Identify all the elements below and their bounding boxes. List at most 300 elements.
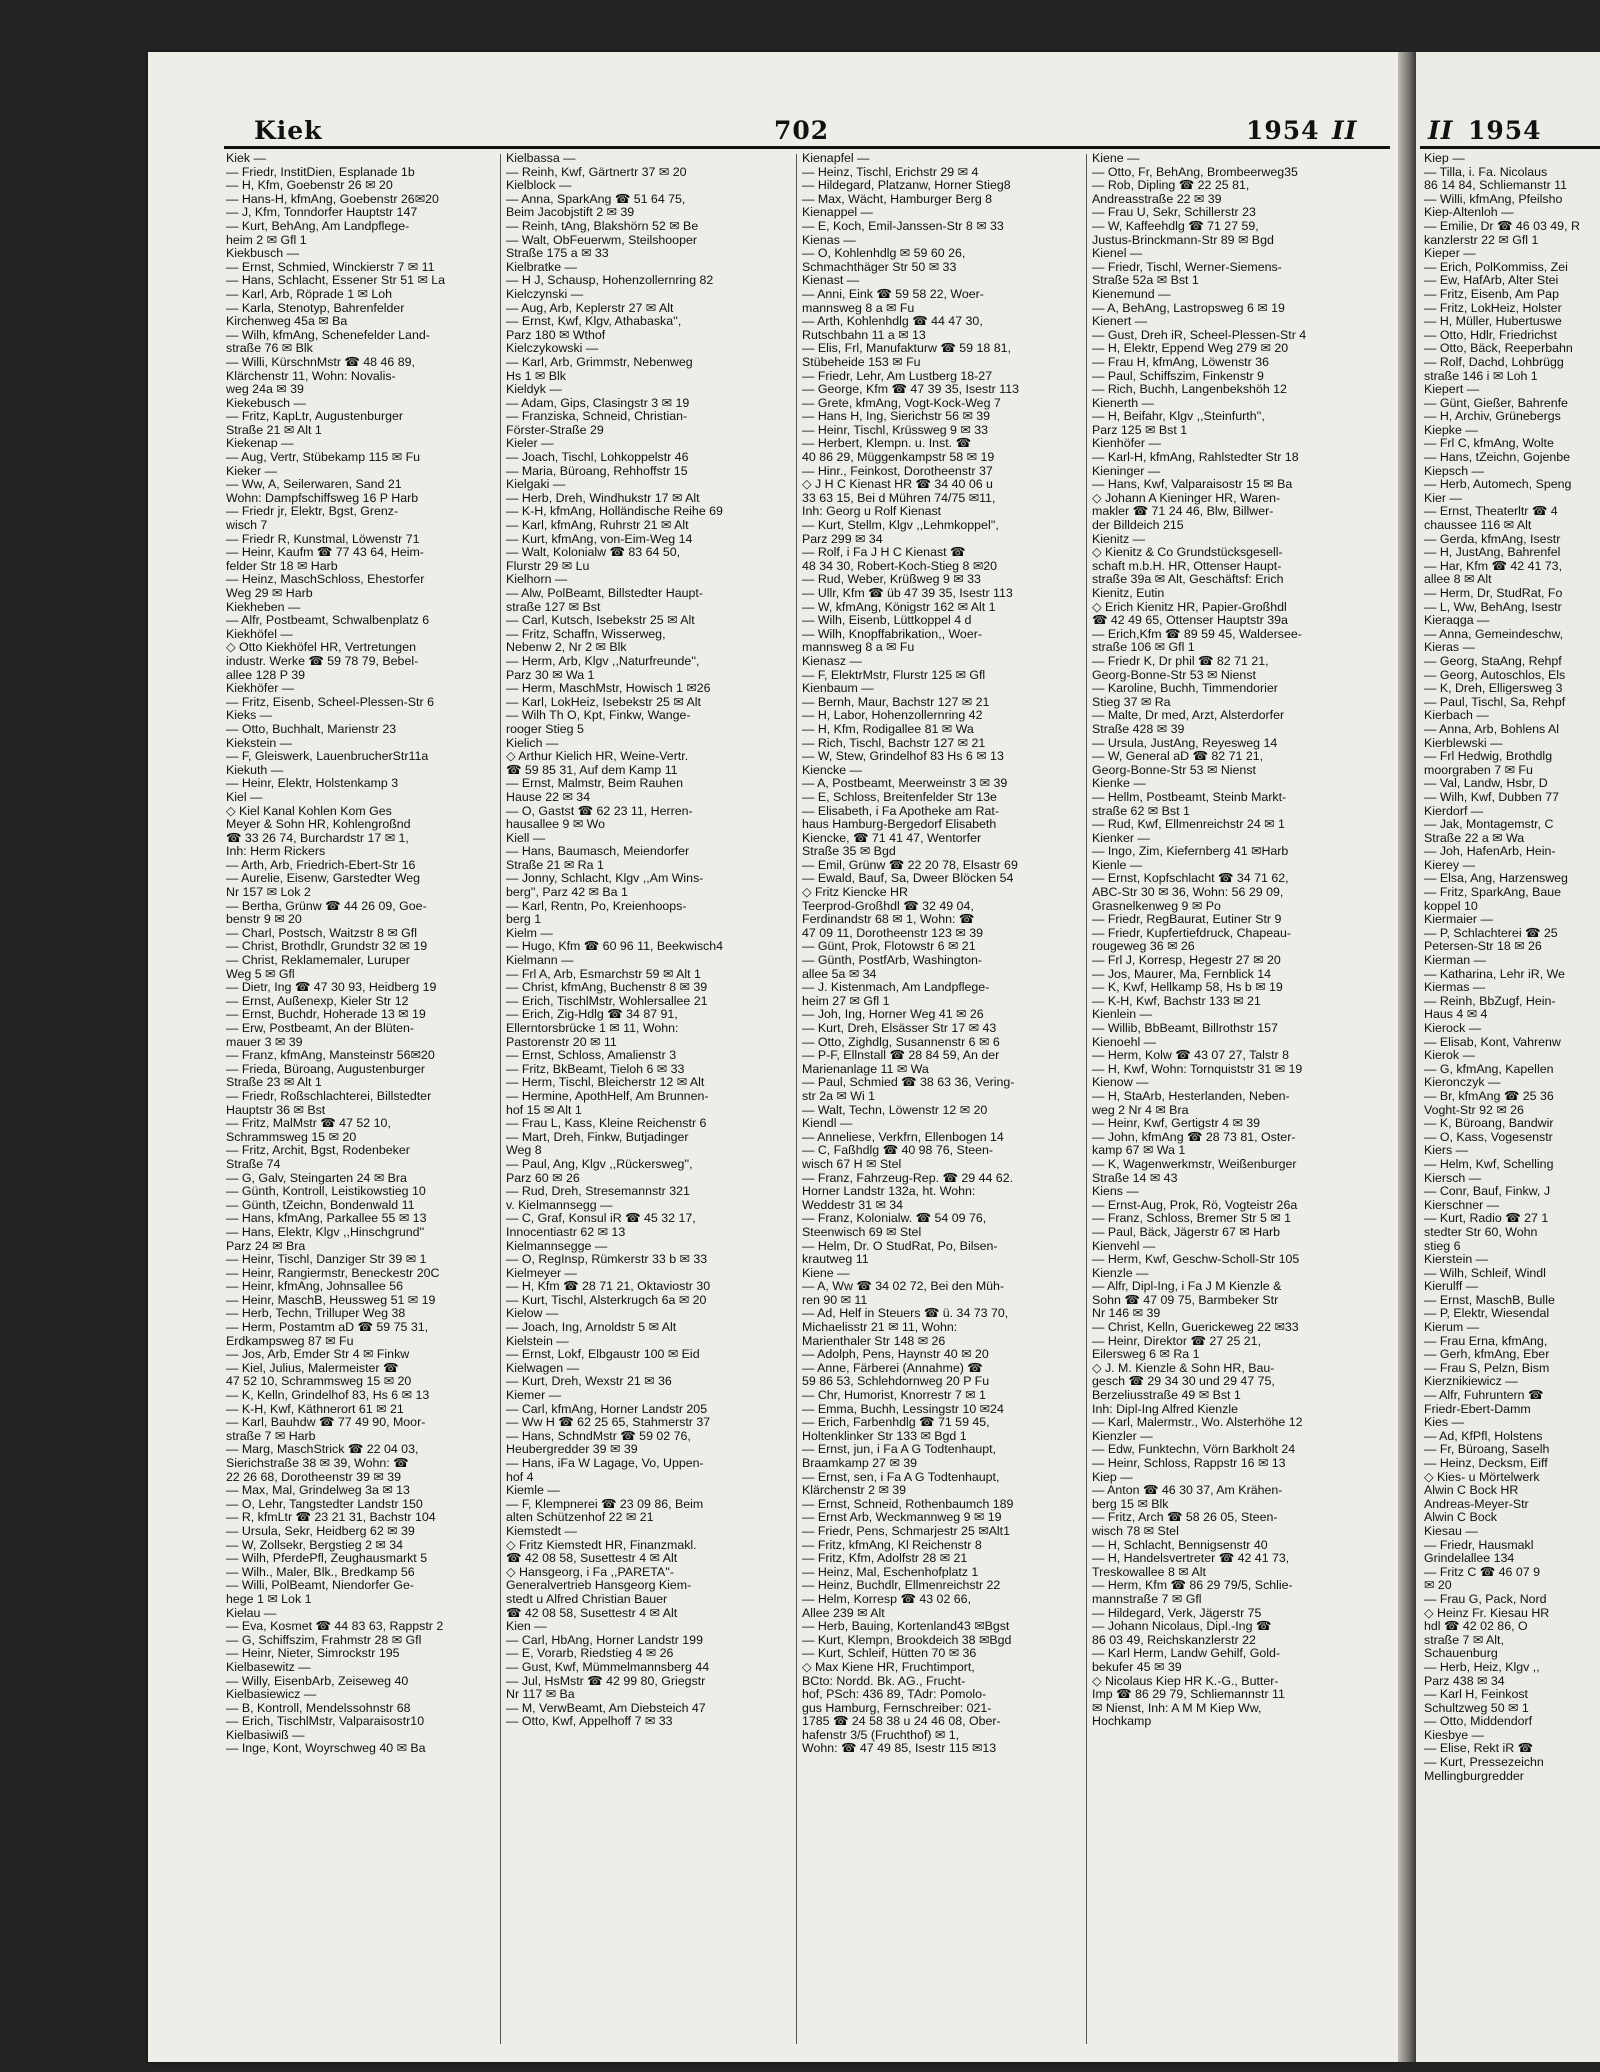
directory-entry-line: — Herb, Techn, Trilluper Weg 38 (226, 1307, 406, 1321)
right-header-year: 1954 (1468, 116, 1542, 145)
directory-entry-line: — Heinz, Decksm, Eiff (1424, 1457, 1548, 1470)
directory-entry-line: — Reinh, Kwf, Gärtnertr 37 ✉ 20 (506, 165, 687, 179)
directory-column-4 (1092, 152, 1394, 2052)
directory-entry-line: — Christ, kfmAng, Buchenstr 8 ✉ 39 (506, 981, 708, 995)
directory-entry-line: — Ursula, JustAng, Reyesweg 14 (1092, 736, 1278, 750)
directory-entry-line: — Paul, Schiffszim, Finkenstr 9 (1092, 369, 1264, 383)
directory-entry-line: rougeweg 36 ✉ 26 (1092, 940, 1195, 954)
directory-entry-line: — Alw, PolBeamt, Billstedter Haupt- (506, 587, 703, 600)
directory-entry-line: Kies — (1424, 1416, 1464, 1430)
directory-entry-line: Kiekstein — (226, 736, 293, 750)
directory-entry-line: — K, Büroang, Bandwir (1424, 1117, 1554, 1131)
directory-entry-line: — Bernh, Maur, Bachstr 127 ✉ 21 (802, 695, 990, 709)
directory-entry-line: ◇ Arthur Kielich HR, Weine-Vertr. (506, 750, 689, 764)
directory-entry-line: Kiene — (802, 1266, 850, 1280)
directory-entry-line: Sierichstraße 38 ✉ 39, Wohn: ☎ (226, 1457, 409, 1470)
directory-entry-line: — Heinr, Elektr, Holstenkamp 3 (226, 777, 399, 791)
directory-entry-line: Nebenw 2, Nr 2 ✉ Blk (506, 641, 627, 655)
directory-entry-line: — Wilh, Eisenb, Lüttkoppel 4 d (802, 614, 972, 628)
directory-entry-line: ◇ Max Kiene HR, Fruchtimport, (802, 1660, 975, 1674)
directory-entry-line: — Karla, Stenotyp, Bahrenfelder (226, 301, 405, 315)
directory-entry-line: — Günth, Kontroll, Leistikowstieg 10 (226, 1185, 426, 1199)
directory-entry-line: — J. Kistenmach, Am Landpflege- (802, 981, 990, 995)
directory-entry-line: Kiendl — (802, 1117, 853, 1131)
directory-entry-line: — Kurt, Tischl, Alsterkrugch 6a ✉ 20 (506, 1293, 707, 1307)
directory-entry-line: — O, RegInsp, Rümkerstr 33 b ✉ 33 (506, 1253, 708, 1267)
directory-entry-line: — H, StaArb, Hesterlanden, Neben- (1092, 1089, 1290, 1103)
directory-entry-line: — Erich, TischlMstr, Valparaisostr10 (226, 1715, 425, 1729)
directory-entry-line: — M, VerwBeamt, Am Diebsteich 47 (506, 1701, 706, 1715)
directory-entry-line: moorgraben 7 ✉ Fu (1424, 763, 1533, 777)
directory-entry-line: — Alfr, Fuhruntern ☎ (1424, 1389, 1544, 1403)
directory-entry-line: — Br, kfmAng ☎ 25 36 (1424, 1089, 1554, 1103)
directory-entry-line: Kiers — (1424, 1144, 1469, 1158)
directory-entry-line: Alwin C Bock HR (1424, 1484, 1519, 1498)
directory-entry-line: — Inge, Kont, Woyrschweg 40 ✉ Ba (226, 1742, 426, 1756)
directory-entry-line: Inh: Herm Rickers (226, 845, 326, 859)
directory-entry-line: BCto: Nordd. Bk. AG., Frucht- (802, 1674, 966, 1688)
directory-entry-line: — Heinr, Nieter, Simrockstr 195 (226, 1647, 400, 1661)
directory-entry-line: wisch 78 ✉ Stel (1092, 1524, 1179, 1538)
directory-entry-line: berg'', Parz 42 ✉ Ba 1 (506, 886, 628, 900)
directory-entry-line: — Ernst, Schmied, Winckierstr 7 ✉ 11 (226, 260, 435, 274)
directory-entry-line: — P, Elektr, Wiesendal (1424, 1307, 1550, 1321)
directory-entry-line: — Friedr, Lehr, Am Lustberg 18-27 (802, 369, 993, 383)
directory-entry-line: — W, Zollsekr, Bergstieg 2 ✉ 34 (226, 1538, 404, 1552)
directory-entry-line: — Fritz, BkBeamt, Tieloh 6 ✉ 33 (506, 1062, 685, 1076)
directory-entry-line: hafenstr 3/5 (Fruchthof) ✉ 1, (802, 1728, 960, 1742)
directory-entry-line: — Rich, Tischl, Bachstr 127 ✉ 21 (802, 736, 986, 750)
directory-entry-line: kamp 67 ✉ Wa 1 (1092, 1144, 1186, 1158)
directory-entry-line: — Ad, KfPfl, Holstens (1424, 1429, 1543, 1443)
directory-entry-line: — Val, Landw, Hsbr, D (1424, 777, 1548, 791)
directory-entry-line: — Gust, Dreh iR, Scheel-Plessen-Str 4 (1092, 328, 1307, 342)
directory-entry-line: alten Schützenhof 22 ✉ 21 (506, 1511, 654, 1525)
directory-entry-line: Kierulff — (1424, 1280, 1479, 1294)
directory-entry-line: — Herm, Kfm ☎ 86 29 79/5, Schlie- (1092, 1579, 1293, 1593)
directory-entry-line: — Karl, Rentn, Po, Kreienhoops- (506, 899, 687, 913)
directory-entry-line: Parz 30 ✉ Wa 1 (506, 668, 595, 682)
directory-entry-line: Straße 74 (226, 1157, 281, 1171)
directory-entry-line: — H, Labor, Hohenzollernring 42 (802, 709, 983, 723)
directory-entry-line: — O, Kass, Vogesenstr (1424, 1130, 1553, 1144)
directory-entry-line: — Kurt, Klempn, Brookdeich 38 ✉Bgd (802, 1633, 1012, 1647)
directory-entry-line: — Max, Mal, Grindelweg 3a ✉ 13 (226, 1484, 410, 1498)
directory-entry-line: — Fritz, Archit, Bgst, Rodenbeker (226, 1144, 410, 1158)
directory-entry-line: Schmachthäger Str 50 ✉ 33 (802, 260, 957, 274)
header-year: 1954 (1246, 116, 1320, 145)
directory-entry-line: — Ernst, Schneid, Rothenbaumch 189 (802, 1497, 1014, 1511)
directory-entry-line: Generalvertrieb Hansgeorg Kiem- (506, 1579, 692, 1593)
directory-entry-line: Kieker — (226, 464, 277, 478)
directory-entry-line: — H, Elektr, Eppend Weg 279 ✉ 20 (1092, 342, 1289, 356)
directory-entry-line: — Alfr, Postbeamt, Schwalbenplatz 6 (226, 614, 430, 628)
directory-entry-line: — Ernst, Buchdr, Hoherade 13 ✉ 19 (226, 1008, 426, 1022)
directory-entry-line: — Otto, Zighdlg, Susannenstr 6 ✉ 6 (802, 1035, 1000, 1049)
directory-entry-line: — H, Archiv, Grünebergs (1424, 410, 1561, 424)
directory-entry-line: — Otto, Buchhalt, Marienstr 23 (226, 722, 397, 736)
directory-entry-line: straße 62 ✉ Bst 1 (1092, 804, 1190, 818)
directory-entry-line: Kienke — (1092, 777, 1146, 791)
directory-entry-line: Kierum — (1424, 1321, 1480, 1335)
directory-entry-line: — Herm, Postamtm aD ☎ 59 75 31, (226, 1321, 429, 1335)
directory-entry-line: Heubergredder 39 ✉ 39 (506, 1443, 638, 1457)
directory-entry-line: Kiemstedt — (506, 1524, 577, 1538)
directory-entry-line: — Georg, StaAng, Rehpf (1424, 654, 1562, 668)
directory-entry-line: Kielbassa — (506, 152, 576, 165)
directory-entry-line: — Herm, Kwf, Geschw-Scholl-Str 105 (1092, 1253, 1300, 1267)
directory-entry-line: Kielau — (226, 1606, 277, 1620)
directory-entry-line: — Bertha, Grünw ☎ 44 26 09, Goe- (226, 899, 427, 913)
directory-entry-line: — Maria, Büroang, Rehhoffstr 15 (506, 464, 688, 478)
directory-entry-line: Imp ☎ 86 29 79, Schliemannstr 11 (1092, 1688, 1285, 1702)
directory-entry-line: — K-H, kfmAng, Holländische Reihe 69 (506, 505, 723, 519)
page-number: 702 (774, 116, 830, 145)
directory-entry-line: Kienzle — (1092, 1266, 1149, 1280)
directory-entry-line: heim 2 ✉ Gfl 1 (226, 233, 307, 247)
directory-entry-line: Beim Jacobjstift 2 ✉ 39 (506, 206, 635, 220)
directory-entry-line: Pastorenstr 20 ✉ 11 (506, 1035, 617, 1049)
directory-entry-line: chaussee 116 ✉ Alt (1424, 519, 1532, 533)
directory-entry-line: Kiell — (506, 831, 546, 845)
directory-entry-line: — H, JustAng, Bahrenfel (1424, 546, 1561, 560)
directory-entry-line: — Wilh, Kwf, Dubben 77 (1424, 790, 1559, 804)
right-header-rule (1420, 146, 1600, 149)
directory-entry-line: Kieras — (1424, 641, 1475, 655)
directory-entry-line: Kiek — (226, 152, 266, 165)
directory-entry-line: hof, PSch: 436 89, TAdr: Pomolo- (802, 1688, 987, 1702)
directory-entry-line: Flurstr 29 ✉ Lu (506, 559, 590, 573)
directory-entry-line: Ferdinandstr 68 ✉ 1, Wohn: ☎ (802, 913, 975, 927)
directory-entry-line: der Billdeich 215 (1092, 519, 1184, 533)
directory-entry-line: — Georg, Autoschlos, Els (1424, 668, 1566, 682)
directory-entry-line: — B, Kontroll, Mendelssohnstr 68 (226, 1701, 411, 1715)
directory-entry-line: — Franz, Kolonialw. ☎ 54 09 76, (802, 1212, 987, 1226)
directory-entry-line: — P-F, Ellnstall ☎ 28 84 59, An der (802, 1049, 1000, 1063)
directory-entry-line: — Fritz, Eisenb, Scheel-Plessen-Str 6 (226, 695, 434, 709)
directory-entry-line: koppel 10 (1424, 899, 1478, 913)
directory-entry-line: — C, Graf, Konsul iR ☎ 45 32 17, (506, 1212, 696, 1226)
directory-entry-line: allee 5a ✉ 34 (802, 967, 877, 981)
directory-entry-line: — W, Stew, Grindelhof 83 Hs 6 ✉ 13 (802, 750, 1004, 764)
directory-entry-line: — Alfr, Dipl-Ing, i Fa J M Kienzle & (1092, 1280, 1282, 1294)
directory-entry-line: Kienerth — (1092, 396, 1154, 410)
directory-entry-line: Kielwagen — (506, 1361, 580, 1375)
directory-entry-line: — H J, Schausp, Hohenzollernring 82 (506, 274, 714, 288)
directory-entry-line: Kierblewski — (1424, 736, 1503, 750)
directory-entry-line: allee 128 P 39 (226, 668, 306, 682)
directory-entry-line: — Rob, Dipling ☎ 22 25 81, (1092, 179, 1250, 193)
directory-entry-line: Parz 60 ✉ 26 (506, 1171, 580, 1185)
directory-column-3 (802, 152, 1084, 2052)
directory-entry-line: — Frl Hedwig, Brothdlg (1424, 750, 1553, 764)
directory-entry-line: Parz 24 ✉ Bra (226, 1239, 306, 1253)
directory-entry-line: — P, Schlachterei ☎ 25 (1424, 926, 1558, 940)
directory-entry-line: Michaelisstr 21 ✉ 11, Wohn: (802, 1321, 958, 1335)
directory-entry-line: — Wilh, Knopffabrikation,, Woer- (802, 627, 982, 641)
directory-entry-line: — Frau U, Sekr, Schillerstr 23 (1092, 206, 1256, 220)
directory-entry-line: Inh: Georg u Rolf Kienast (802, 505, 942, 519)
directory-entry-line: 40 86 29, Müggenkampstr 58 ✉ 19 (802, 451, 995, 465)
directory-entry-line: Braamkamp 27 ✉ 39 (802, 1457, 918, 1470)
directory-entry-line: — A, Ww ☎ 34 02 72, Bei den Müh- (802, 1280, 1005, 1294)
directory-entry-line: 47 52 10, Schrammsweg 15 ✉ 20 (226, 1375, 412, 1389)
directory-entry-line: — Ernst, Lokf, Elbgaustr 100 ✉ Eid (506, 1348, 700, 1362)
directory-entry-line: mannsweg 8 a ✉ Fu (802, 641, 915, 655)
directory-entry-line: Kienvehl — (1092, 1239, 1156, 1253)
directory-entry-line: Kierman — (1424, 954, 1486, 968)
directory-entry-line: Förster-Straße 29 (506, 423, 604, 437)
directory-entry-line: Horner Landstr 132a, ht. Wohn: (802, 1185, 976, 1199)
directory-entry-line: Innocentiastr 62 ✉ 13 (506, 1225, 626, 1239)
directory-column-1 (226, 152, 498, 2052)
directory-entry-line: str 2a ✉ Wi 1 (802, 1089, 876, 1103)
directory-entry-line: Stieg 37 ✉ Ra (1092, 695, 1171, 709)
directory-entry-line: — Elise, Rekt iR ☎ (1424, 1742, 1534, 1756)
directory-entry-line: — Max, Wächt, Hamburger Berg 8 (802, 192, 993, 206)
directory-entry-line: — Hermine, ApothHelf, Am Brunnen- (506, 1089, 709, 1103)
directory-entry-line: — Aug, Arb, Keplerstr 27 ✉ Alt (506, 301, 674, 315)
directory-entry-line: — Har, Kfm ☎ 42 41 73, (1424, 559, 1563, 573)
directory-entry-line: Kielbasiwiß — (226, 1728, 305, 1742)
directory-entry-line: — Karl, Malermstr., Wo. Alsterhöhe 12 (1092, 1416, 1303, 1430)
directory-entry-line: — Emilie, Dr ☎ 46 03 49, R (1424, 219, 1580, 233)
directory-entry-line: — Rud, Dreh, Stresemannstr 321 (506, 1185, 690, 1199)
directory-entry-line: — Anton ☎ 46 30 37, Am Krähen- (1092, 1484, 1283, 1498)
directory-entry-line: — Fritz, kfmAng, Kl Reichenstr 8 (802, 1538, 982, 1552)
directory-entry-line: — W, General aD ☎ 82 71 21, (1092, 750, 1264, 764)
directory-entry-line: Kiekebusch — (226, 396, 306, 410)
directory-entry-line: — F, Gleiswerk, LauenbrucherStr11a (226, 750, 429, 764)
directory-entry-line: — G, Schiffszim, Frahmstr 28 ✉ Gfl (226, 1633, 422, 1647)
directory-entry-line: Kienast — (802, 274, 860, 288)
directory-entry-line: — Wilh, Schleif, Windl (1424, 1266, 1546, 1280)
directory-entry-line: Kieronczyk — (1424, 1076, 1501, 1090)
directory-entry-line: — Joh, HafenArb, Hein- (1424, 845, 1556, 859)
directory-entry-line: Wohn: ☎ 47 49 85, Isestr 115 ✉13 (802, 1742, 997, 1756)
directory-entry-line: — Frl A, Arb, Esmarchstr 59 ✉ Alt 1 (506, 967, 701, 981)
directory-entry-line: Kiencke, ☎ 71 41 47, Wentorfer (802, 831, 982, 845)
directory-entry-line: — Rud, Weber, Krüßweg 9 ✉ 33 (802, 573, 981, 587)
directory-entry-line: — Günth, tZeichn, Bondenwald 11 (226, 1198, 415, 1212)
directory-entry-line: — Wilh, kfmAng, Schenefelder Land- (226, 328, 430, 342)
directory-entry-line: Kiekenap — (226, 437, 294, 451)
directory-entry-line: — Friedr, InstitDien, Esplanade 1b (226, 165, 415, 179)
directory-entry-line: Marienanlage 11 ✉ Wa (802, 1062, 929, 1076)
directory-entry-line: ◇ Kienitz & Co Grundstücksgesell- (1092, 546, 1283, 560)
directory-entry-line: Kiemer — (506, 1389, 562, 1403)
directory-entry-line: ◇ Johann A Kieninger HR, Waren- (1092, 491, 1281, 505)
directory-entry-line: Kirchenweg 45a ✉ Ba (226, 315, 348, 329)
directory-entry-line: — Heinz, Tischl, Erichstr 29 ✉ 4 (802, 165, 979, 179)
directory-entry-line: — Rolf, i Fa J H C Kienast ☎ (802, 546, 966, 560)
directory-entry-line: — W, Kaffeehdlg ☎ 71 27 59, (1092, 219, 1259, 233)
directory-entry-line: Kiesbye — (1424, 1728, 1484, 1742)
directory-entry-line: — Frl C, kfmAng, Wolte (1424, 437, 1554, 451)
directory-entry-line: — Marg, MaschStrick ☎ 22 04 03, (226, 1443, 419, 1457)
directory-entry-line: — Erich, PolKommiss, Zei (1424, 260, 1568, 274)
directory-entry-line: — K, Dreh, Elligersweg 3 (1424, 682, 1563, 696)
directory-entry-line: Kiekuth — (226, 763, 284, 777)
directory-entry-line: Kienow — (1092, 1076, 1149, 1090)
directory-entry-line: — Friedr, Kupfertiefdruck, Chapeau- (1092, 926, 1292, 940)
right-page-column (1424, 152, 1600, 2052)
running-head-word: Kiek (254, 116, 323, 145)
directory-entry-line: — Kurt, Dreh, Elsässer Str 17 ✉ 43 (802, 1022, 997, 1035)
directory-entry-line: — Karl, Arb, Röprade 1 ✉ Loh (226, 287, 393, 301)
directory-entry-line: Kienappel — (802, 206, 873, 220)
directory-entry-line: Grasnelkenweg 9 ✉ Po (1092, 899, 1221, 913)
directory-entry-line: — Jonny, Schlacht, Klgv ,,Am Wins- (506, 872, 704, 886)
directory-entry-line: Straße 35 ✉ Bgd (802, 845, 896, 859)
directory-entry-line: — Reinh, tAng, Blakshörn 52 ✉ Be (506, 219, 699, 233)
directory-entry-line: weg 2 Nr 4 ✉ Bra (1092, 1103, 1189, 1117)
directory-entry-line: — Fritz, Kfm, Adolfstr 28 ✉ 21 (802, 1552, 968, 1566)
directory-entry-line: Rutschbahn 11 a ✉ 13 (802, 328, 926, 342)
directory-entry-line: Erdkampsweg 87 ✉ Fu (226, 1334, 354, 1348)
directory-entry-line: Kierbach — (1424, 709, 1489, 723)
directory-entry-line: — Friedr R, Kunstmal, Löwenstr 71 (226, 532, 420, 546)
directory-entry-line: Georg-Bonne-Str 53 ✉ Nienst (1092, 668, 1256, 682)
directory-entry-line: — Elsa, Ang, Harzensweg (1424, 872, 1568, 886)
directory-entry-line: — Heinr, Kwf, Gertigstr 4 ✉ 39 (1092, 1117, 1261, 1131)
directory-entry-line: Kienbaum — (802, 682, 874, 696)
directory-entry-line: — Katharina, Lehr iR, We (1424, 967, 1565, 981)
directory-entry-line: Kienoehl — (1092, 1035, 1157, 1049)
header-volume: II (1332, 116, 1358, 145)
directory-entry-line: — Willi, KürschnMstr ☎ 48 46 89, (226, 355, 415, 369)
directory-entry-line: Kiepsch — (1424, 464, 1484, 478)
directory-entry-line: — Karoline, Buchh, Timmendorier (1092, 682, 1278, 696)
directory-entry-line: — Herb, Dreh, Windhukstr 17 ✉ Alt (506, 491, 700, 505)
directory-entry-line: Kienitz, Eutin (1092, 587, 1165, 600)
directory-entry-line: — Karl H, Feinkost (1424, 1688, 1528, 1702)
directory-entry-line: Andreas-Meyer-Str (1424, 1497, 1529, 1511)
directory-entry-line: ☎ 42 08 58, Susettestr 4 ✉ Alt (506, 1606, 678, 1620)
directory-entry-line: Kielbasiewicz — (226, 1688, 317, 1702)
directory-column-2 (506, 152, 792, 2052)
directory-entry-line: — Gust, Kwf, Mümmelmannsberg 44 (506, 1660, 710, 1674)
directory-entry-line: — Fritz, KapLtr, Augustenburger (226, 410, 404, 424)
directory-entry-line: allee 8 ✉ Alt (1424, 573, 1492, 587)
directory-entry-line: Nr 157 ✉ Lok 2 (226, 886, 311, 900)
directory-entry-line: — Herm, Dr, StudRat, Fo (1424, 587, 1563, 600)
directory-entry-line: Kiemle — (506, 1484, 560, 1498)
directory-entry-line: — Johann Nicolaus, Dipl.-Ing ☎ (1092, 1620, 1272, 1634)
directory-entry-line: — Heinr, Tischl, Danziger Str 39 ✉ 1 (226, 1253, 427, 1267)
directory-entry-line: Kienert — (1092, 315, 1148, 329)
directory-entry-line: straße 7 ✉ Harb (226, 1429, 316, 1443)
directory-entry-line: 59 86 53, Schlehdornweg 20 P Fu (802, 1375, 990, 1389)
directory-entry-line: hof 4 (506, 1470, 534, 1484)
directory-entry-line: — Hans H, Ing, Sierichstr 56 ✉ 39 (802, 410, 991, 424)
directory-entry-line: — Paul, Tischl, Sa, Rehpf (1424, 695, 1566, 709)
directory-entry-line: Eilersweg 6 ✉ Ra 1 (1092, 1348, 1200, 1362)
directory-entry-line: weg 24a ✉ 39 (226, 383, 304, 397)
directory-entry-line: — Ursula, Sekr, Heidberg 62 ✉ 39 (226, 1524, 415, 1538)
directory-entry-line: — Joh, Ing, Horner Weg 41 ✉ 26 (802, 1008, 984, 1022)
directory-entry-line: — Otto, Fr, BehAng, Brombeerweg35 (1092, 165, 1298, 179)
directory-entry-line: Kiersch — (1424, 1171, 1482, 1185)
directory-entry-line: Stübeheide 153 ✉ Fu (802, 355, 921, 369)
directory-entry-line: — Grete, kfmAng, Vogt-Kock-Weg 7 (802, 396, 1001, 410)
directory-entry-line: Straße 22 a ✉ Wa (1424, 831, 1525, 845)
directory-entry-line: Weg 29 ✉ Harb (226, 587, 313, 600)
directory-entry-line: Mellingburgredder (1424, 1769, 1524, 1783)
directory-entry-line: — G, kfmAng, Kapellen (1424, 1062, 1554, 1076)
directory-entry-line: Schauenburg (1424, 1647, 1498, 1661)
directory-entry-line: — Anna, SparkAng ☎ 51 64 75, (506, 192, 686, 206)
directory-entry-line: Klärchenstr 2 ✉ 39 (802, 1484, 907, 1498)
directory-entry-line: Kielm — (506, 926, 553, 940)
directory-entry-line: — O, Lehr, Tangstedter Landstr 150 (226, 1497, 423, 1511)
directory-entry-line: Kieninger — (1092, 464, 1161, 478)
directory-entry-line: — Wilh., Maler, Blk., Bredkamp 56 (226, 1565, 415, 1579)
directory-entry-line: wisch 7 (226, 519, 268, 533)
directory-entry-line: Kielow — (506, 1307, 559, 1321)
directory-entry-line: — Karl-H, kfmAng, Rahlstedter Str 18 (1092, 451, 1299, 465)
directory-entry-line: — G, Galv, Steingarten 24 ✉ Bra (226, 1171, 407, 1185)
directory-entry-line: — Hellm, Postbeamt, Steinb Markt- (1092, 790, 1287, 804)
directory-entry-line: — Hildegard, Platzanw, Horner Stieg8 (802, 179, 1011, 193)
directory-entry-line: Kieldyk — (506, 383, 562, 397)
directory-entry-line: — Charl, Postsch, Waitzstr 8 ✉ Gfl (226, 926, 418, 940)
directory-entry-line: Kiermas — (1424, 981, 1486, 995)
directory-entry-line: schaft m.b.H. HR, Ottenser Haupt- (1092, 559, 1282, 573)
directory-entry-line: Straße 21 ✉ Alt 1 (226, 423, 322, 437)
directory-entry-line: — R, kfmLtr ☎ 23 21 31, Bachstr 104 (226, 1511, 436, 1525)
directory-entry-line: — Hans, tZeichn, Gojenbe (1424, 451, 1571, 465)
directory-entry-line: — Franz, kfmAng, Mansteinstr 56✉20 (226, 1049, 435, 1063)
directory-entry-line: benstr 9 ✉ 20 (226, 913, 302, 927)
directory-entry-line: ☎ 42 49 65, Ottenser Hauptstr 39a (1092, 614, 1288, 628)
directory-entry-line: Kiep — (1092, 1470, 1133, 1484)
directory-entry-line: berg 15 ✉ Blk (1092, 1497, 1169, 1511)
directory-entry-line: — Frau L, Kass, Kleine Reichenstr 6 (506, 1117, 707, 1131)
directory-entry-line: Kierstein — (1424, 1253, 1489, 1267)
directory-entry-line: — Paul, Bäck, Jägerstr 67 ✉ Harb (1092, 1225, 1281, 1239)
directory-entry-line: — Hans, SchndMstr ☎ 59 02 76, (506, 1429, 691, 1443)
directory-entry-line: — Helm, Korresp ☎ 43 02 66, (802, 1592, 972, 1606)
directory-entry-line: — Christ, Kelln, Guerickeweg 22 ✉33 (1092, 1321, 1299, 1335)
directory-entry-line: — Edw, Funktechn, Vörn Barkholt 24 (1092, 1443, 1296, 1457)
directory-entry-line: — Ernst-Aug, Prok, Rö, Vogteistr 26a (1092, 1198, 1298, 1212)
directory-entry-line: — Willi, PolBeamt, Niendorfer Ge- (226, 1579, 414, 1593)
directory-entry-line: 48 34 30, Robert-Koch-Stieg 8 ✉20 (802, 559, 997, 573)
directory-entry-line: Haus 4 ✉ 4 (1424, 1008, 1488, 1022)
directory-entry-line: — Kurt, Stellm, Klgv ,,Lehmkoppel'', (802, 519, 999, 533)
directory-entry-line: ◇ Erich Kienitz HR, Papier-Großhdl (1092, 600, 1287, 614)
directory-entry-line: ◇ Hansgeorg, i Fa ,,PARETA''- (506, 1565, 675, 1579)
directory-entry-line: — Hans-H, kfmAng, Goebenstr 26✉20 (226, 192, 439, 206)
directory-entry-line: — Günt, Prok, Flotowstr 6 ✉ 21 (802, 940, 976, 954)
directory-entry-line: — Ewald, Bauf, Sa, Dweer Blöcken 54 (802, 872, 1014, 886)
directory-entry-line: Kierok — (1424, 1049, 1475, 1063)
directory-entry-line: Kielblock — (506, 179, 572, 193)
directory-entry-line: ☎ 42 08 58, Susettestr 4 ✉ Alt (506, 1552, 678, 1566)
directory-entry-line: Sohn ☎ 47 09 75, Barmbeker Str (1092, 1293, 1279, 1307)
directory-entry-line: — Karl Herm, Landw Gehilf, Gold- (1092, 1647, 1280, 1661)
directory-entry-line: — L, Ww, BehAng, Isestr (1424, 600, 1562, 614)
directory-entry-line: — Erich, Farbenhdlg ☎ 71 59 45, (802, 1416, 990, 1430)
directory-entry-line: — Kurt, kfmAng, von-Eim-Weg 14 (506, 532, 693, 546)
directory-entry-line: Wohn: Dampfschiffsweg 16 P Harb (226, 491, 419, 505)
directory-entry-line: ABC-Str 30 ✉ 36, Wohn: 56 29 09, (1092, 886, 1284, 900)
directory-entry-line: Parz 125 ✉ Bst 1 (1092, 423, 1188, 437)
directory-entry-line: — Adam, Gips, Clasingstr 3 ✉ 19 (506, 396, 690, 410)
directory-entry-line: Kierschner — (1424, 1198, 1500, 1212)
directory-entry-line: — F, Klempnerei ☎ 23 09 86, Beim (506, 1497, 704, 1511)
